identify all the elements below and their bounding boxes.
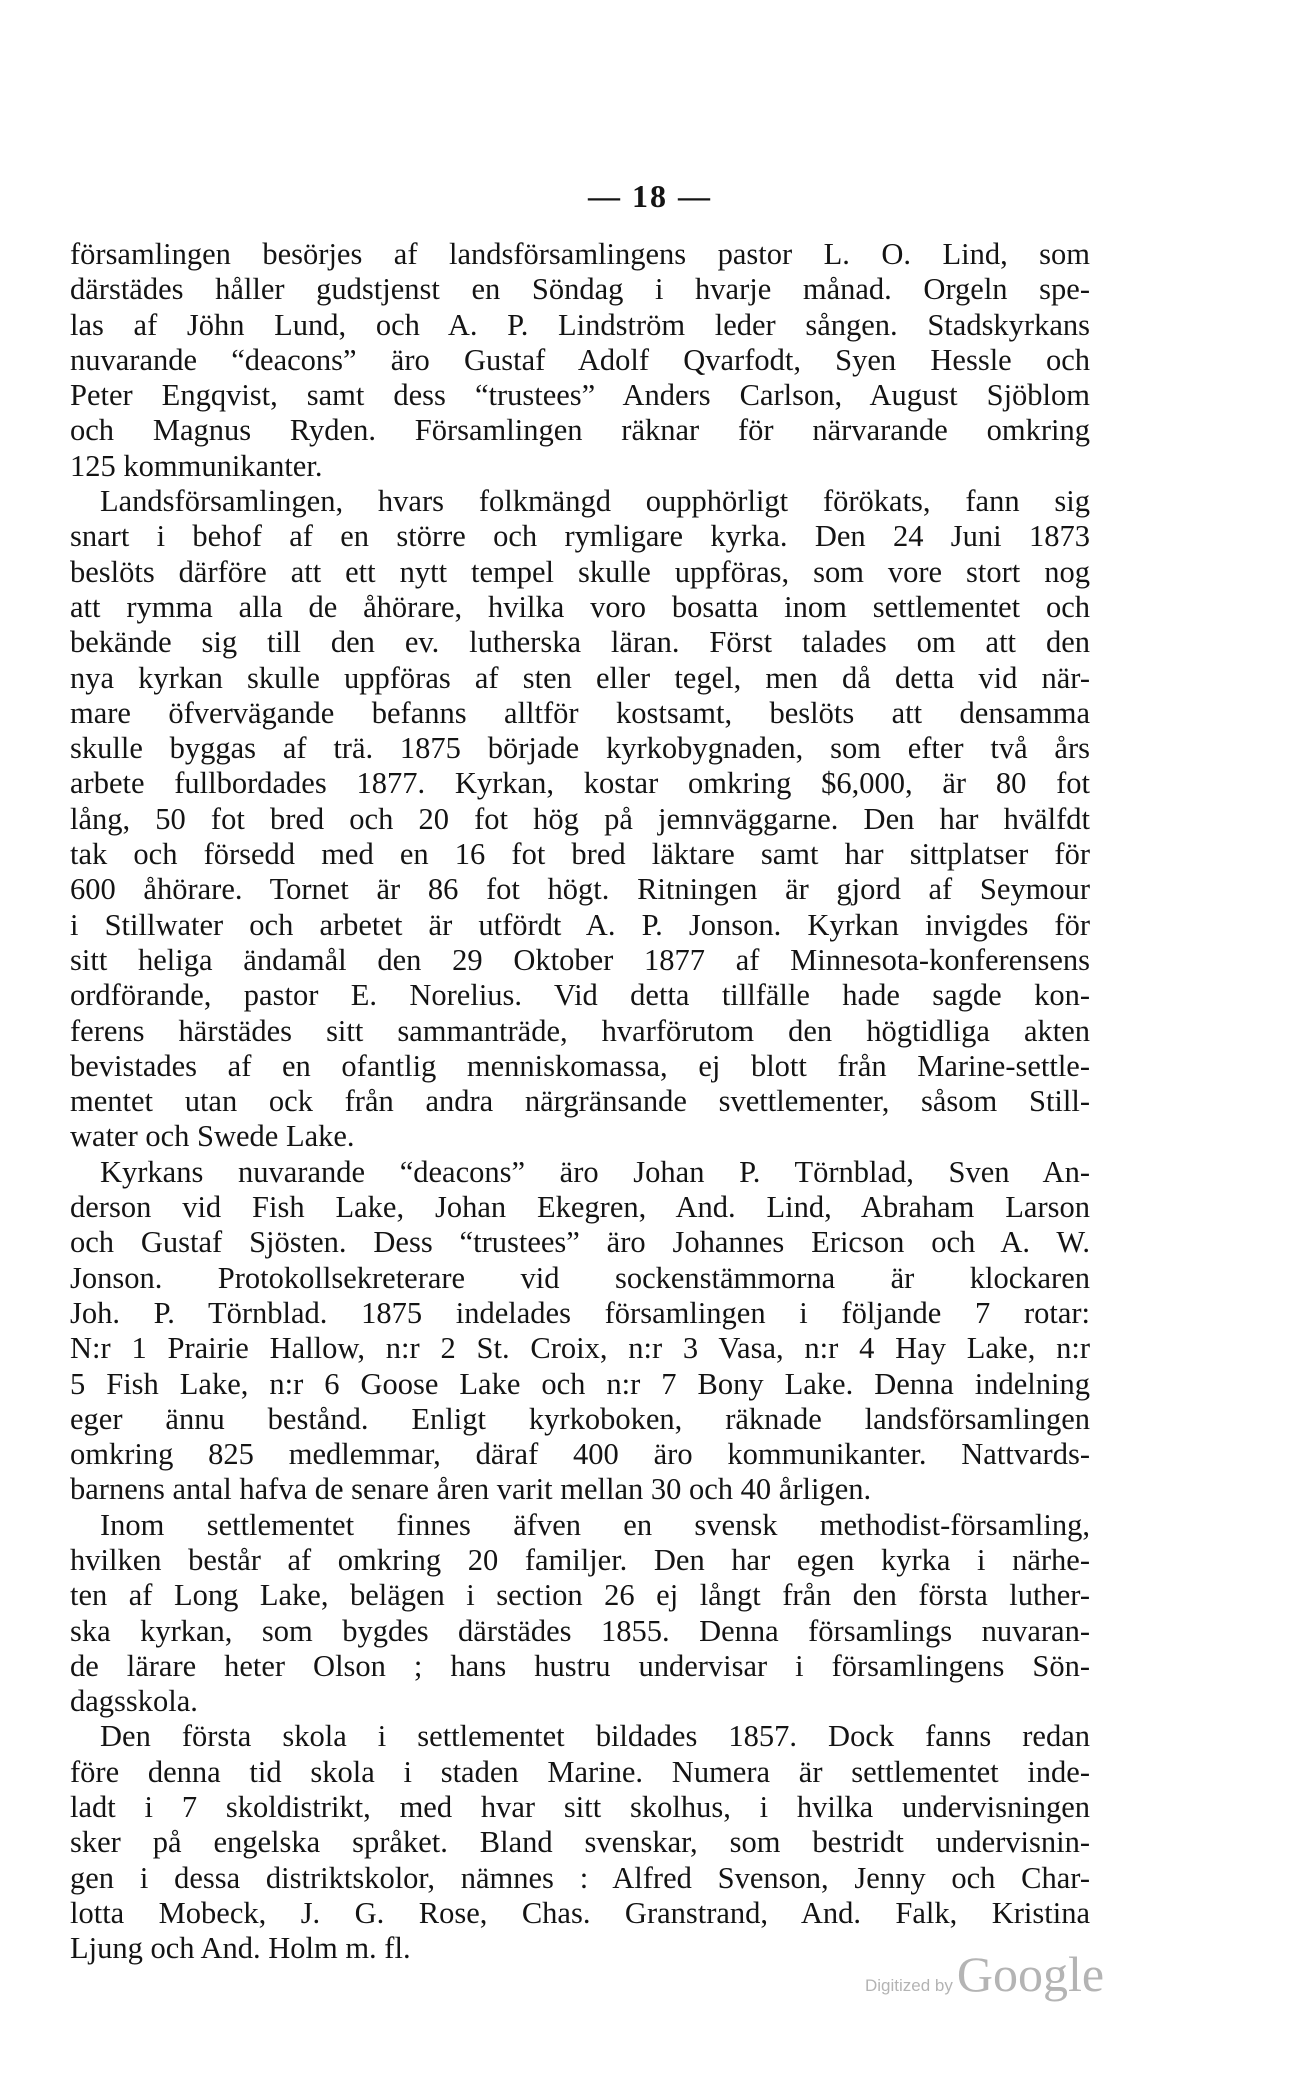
text-line: omkring 825 medlemmar, däraf 400 äro kommunikanter. Nattvards-: [70, 1437, 1090, 1472]
text-line: tak och försedd med en 16 fot bred läktare samt har sittplatser för: [70, 837, 1090, 872]
paragraph: [70, 1719, 1090, 1966]
text-line: sitt heliga ändamål den 29 Oktober 1877 af Minnesota-konferensens: [70, 942, 1090, 977]
paragraph: [70, 1155, 1090, 1508]
text-line: i Stillwater och arbetet är utfördt A. P. Jonson. Kyrkan invigdes för: [70, 907, 1090, 942]
text-line: ferens härstädes sitt sammanträde, hvarförutom den högtidliga akten: [70, 1013, 1090, 1048]
paragraph: [70, 484, 1090, 1155]
text-line: barnens antal hafva de senare åren varit mellan 30 och 40 årligen.: [70, 1472, 872, 1507]
text-line: och Magnus Ryden. Församlingen räknar för närvarande omkring: [70, 413, 1090, 448]
text-line: bekände sig till den ev. lutherska läran. Först talades om att den: [70, 625, 1090, 660]
text-line: Jonson. Protokollsekreterare vid sockenstämmorna är klockaren: [70, 1260, 1090, 1295]
text-line: ten af Long Lake, belägen i section 26 ej långt från den första luther-: [70, 1578, 1090, 1613]
text-line: ska kyrkan, som bygdes därstädes 1855. Denna församlings nuvaran-: [70, 1613, 1090, 1648]
text-line: las af Jöhn Lund, och A. P. Lindström leder sången. Stadskyrkans: [70, 307, 1090, 342]
digitized-by-google-watermark: [865, 1945, 1125, 2005]
text-line: de lärare heter Olson ; hans hustru undervisar i församlingens Sön-: [70, 1648, 1090, 1683]
text-line: Inom settlementet finnes äfven en svensk methodist-församling,: [100, 1507, 1090, 1542]
text-line: Den första skola i settlementet bildades 1857. Dock fanns redan: [100, 1719, 1090, 1754]
text-line: Landsförsamlingen, hvars folkmängd oupphörligt förökats, fann sig: [100, 484, 1090, 519]
text-line: församlingen besörjes af landsförsamlingens pastor L. O. Lind, som: [70, 237, 1090, 271]
text-line: N:r 1 Prairie Hallow, n:r 2 St. Croix, n:r 3 Vasa, n:r 4 Hay Lake, n:r: [70, 1331, 1090, 1366]
text-line: derson vid Fish Lake, Johan Ekegren, And. Lind, Abraham Larson: [70, 1190, 1090, 1225]
text-line: 5 Fish Lake, n:r 6 Goose Lake och n:r 7 Bony Lake. Denna indelning: [70, 1366, 1090, 1401]
text-line: mentet utan ock från andra närgränsande svettlementer, såsom Still-: [70, 1084, 1090, 1119]
text-line: 600 åhörare. Tornet är 86 fot högt. Ritningen är gjord af Seymour: [70, 872, 1090, 907]
text-line: lång, 50 fot bred och 20 fot hög på jemnväggarne. Den har hvälfdt: [70, 801, 1090, 836]
text-line: och Gustaf Sjösten. Dess “trustees” äro Johannes Ericson och A. W.: [70, 1225, 1090, 1260]
text-line: ladt i 7 skoldistrikt, med hvar sitt skolhus, i hvilka undervisningen: [70, 1790, 1090, 1825]
text-line: eger ännu bestånd. Enligt kyrkoboken, räknade landsförsamlingen: [70, 1401, 1090, 1436]
text-line: water och Swede Lake.: [70, 1119, 355, 1154]
text-line: sker på engelska språket. Bland svenskar, som bestridt undervisnin-: [70, 1825, 1090, 1860]
body-text: [70, 237, 1090, 1967]
text-line: nuvarande “deacons” äro Gustaf Adolf Qvarfodt, Syen Hessle och: [70, 342, 1090, 377]
text-line: hvilken består af omkring 20 familjer. Den har egen kyrka i närhe-: [70, 1542, 1090, 1577]
text-line: gen i dessa distriktskolor, nämnes : Alfred Svenson, Jenny och Char-: [70, 1860, 1090, 1895]
text-line: lotta Mobeck, J. G. Rose, Chas. Granstrand, And. Falk, Kristina: [70, 1895, 1090, 1930]
text-line: före denna tid skola i staden Marine. Numera är settlementet inde-: [70, 1754, 1090, 1789]
page-number: — 18 —: [588, 178, 712, 214]
text-line: Kyrkans nuvarande “deacons” äro Johan P. Törnblad, Sven An-: [100, 1154, 1090, 1189]
text-line: därstädes håller gudstjenst en Söndag i hvarje månad. Orgeln spe-: [70, 272, 1090, 307]
text-line: Peter Engqvist, samt dess “trustees” Anders Carlson, August Sjöblom: [70, 378, 1090, 413]
text-line: dagsskola.: [70, 1684, 198, 1719]
text-line: ordförande, pastor E. Norelius. Vid detta tillfälle hade sagde kon-: [70, 978, 1090, 1013]
text-line: beslöts därföre att ett nytt tempel skulle uppföras, som vore stort nog: [70, 554, 1090, 589]
text-line: Joh. P. Törnblad. 1875 indelades församlingen i följande 7 rotar:: [70, 1295, 1090, 1330]
text-line: att rymma alla de åhörare, hvilka voro bosatta inom settlementet och: [70, 589, 1090, 624]
text-line: mare öfvervägande befanns alltför kostsamt, beslöts att densamma: [70, 695, 1090, 730]
text-line: Ljung och And. Holm m. fl.: [70, 1931, 411, 1966]
text-line: arbete fullbordades 1877. Kyrkan, kostar omkring $6,000, är 80 fot: [70, 766, 1090, 801]
text-line: nya kyrkan skulle uppföras af sten eller tegel, men då detta vid när-: [70, 660, 1090, 695]
paragraph: [70, 1508, 1090, 1720]
watermark-prefix: Digitized by: [865, 1976, 953, 1995]
text-line: snart i behof af en större och rymligare kyrka. Den 24 Juni 1873: [70, 519, 1090, 554]
text-line: skulle byggas af trä. 1875 började kyrkobygnaden, som efter två års: [70, 731, 1090, 766]
google-logo: Google: [956, 1946, 1105, 2002]
text-line: 125 kommunikanter.: [70, 448, 323, 483]
text-line: bevistades af en ofantlig menniskomassa, ej blott från Marine-settle-: [70, 1048, 1090, 1083]
paragraph: [70, 237, 1090, 484]
